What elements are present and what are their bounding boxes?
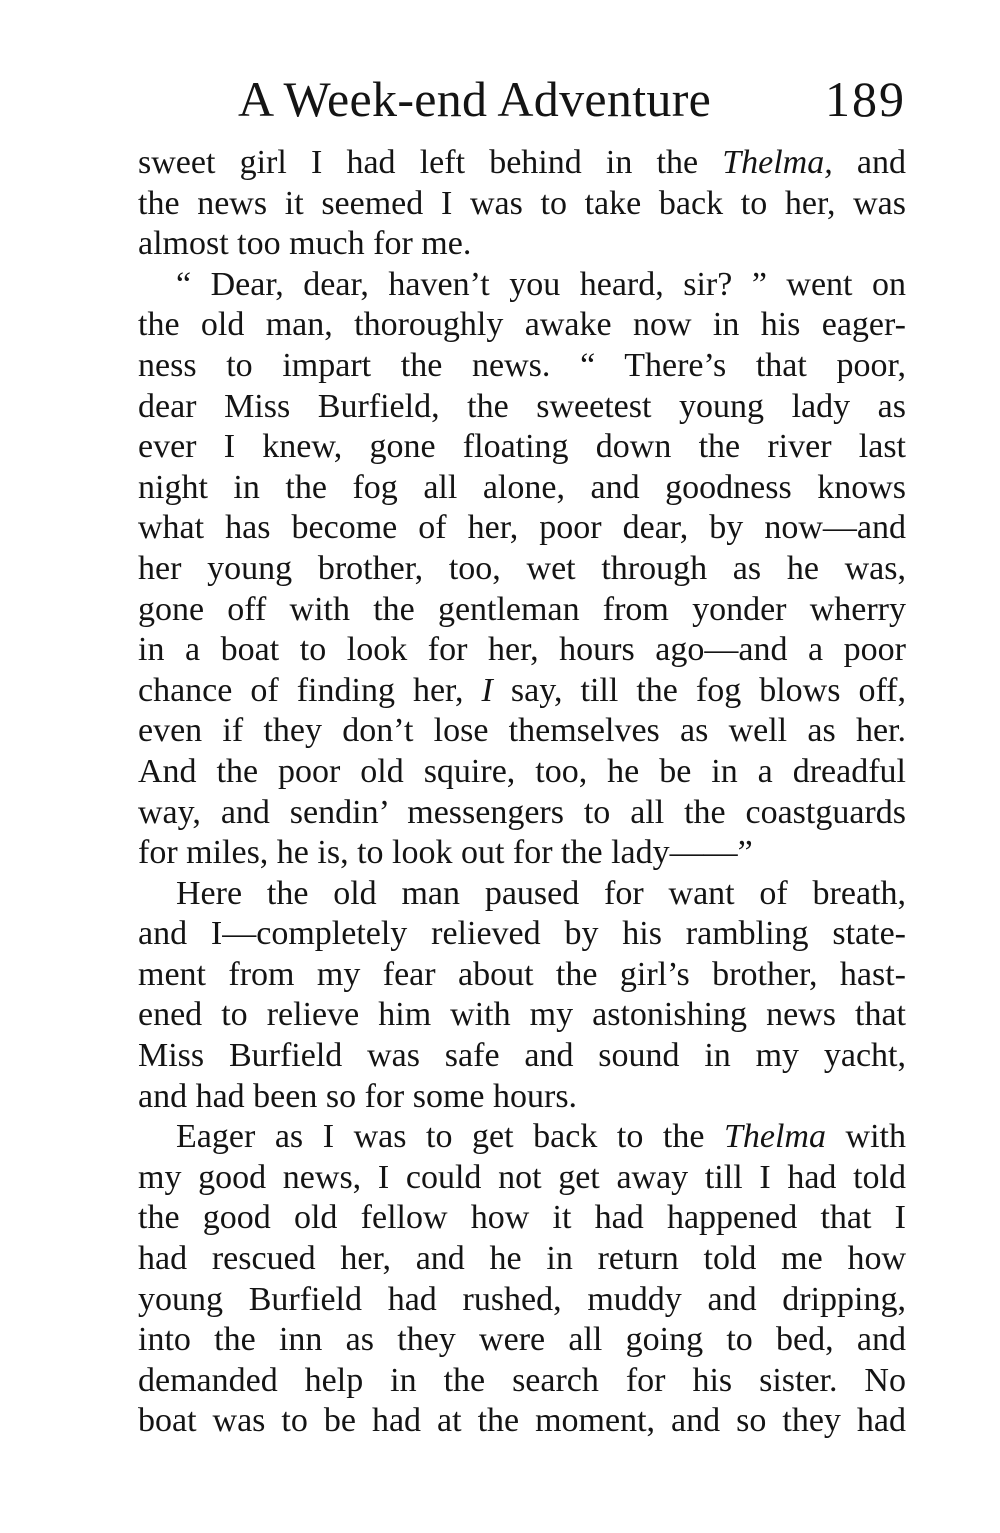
text-line-25: Eager as I was to get back to the Thelma with bbox=[176, 1118, 906, 1156]
text-line-31: demanded help in the search for his sister. No bbox=[138, 1361, 906, 1399]
text-line-8: ever I knew, gone floating down the river last bbox=[138, 428, 906, 466]
text-line-17: way, and sendin’ messengers to all the coastguards bbox=[138, 793, 906, 831]
text-line-32: boat was to be had at the moment, and so they had bbox=[138, 1402, 906, 1440]
text-line-5: the old man, thoroughly awake now in his eager- bbox=[138, 306, 906, 344]
text-line-27: the good old fellow how it had happened that I bbox=[138, 1199, 906, 1237]
text-line-16: And the poor old squire, too, he be in a dreadful bbox=[138, 752, 906, 790]
emphasis: I bbox=[481, 671, 493, 709]
text-line-28: had rescued her, and he in return told me how bbox=[138, 1240, 906, 1278]
text-line-2: the news it seemed I was to take back to her, was bbox=[138, 184, 906, 222]
text-line-6: ness to impart the news. “ There’s that poor, bbox=[138, 346, 906, 384]
text-line-10: what has become of her, poor dear, by now—and bbox=[138, 509, 906, 547]
text-line-26: my good news, I could not get away till I had told bbox=[138, 1158, 906, 1196]
page-number: 189 bbox=[825, 71, 906, 127]
ship-name: Thelma, bbox=[722, 144, 833, 181]
text-line-9: night in the fog all alone, and goodness knows bbox=[138, 468, 906, 506]
text-line-20: and I—completely relieved by his rambling state- bbox=[138, 915, 906, 953]
text-line-30: into the inn as they were all going to bed, and bbox=[138, 1321, 906, 1359]
text-line-18: for miles, he is, to look out for the lady——” bbox=[138, 834, 753, 872]
text-line-24: and had been so for some hours. bbox=[138, 1077, 578, 1115]
text-line-23: Miss Burfield was safe and sound in my yacht, bbox=[138, 1037, 906, 1075]
text-line-7: dear Miss Burfield, the sweetest young lady as bbox=[138, 387, 906, 425]
text-line-15: even if they don’t lose themselves as well as her. bbox=[138, 712, 906, 750]
ship-name: Thelma bbox=[723, 1118, 826, 1156]
text-line-13: in a boat to look for her, hours ago—and a poor bbox=[138, 631, 906, 669]
text-line-29: young Burfield had rushed, muddy and dripping, bbox=[138, 1280, 906, 1318]
text-line-12: gone off with the gentleman from yonder wherry bbox=[138, 590, 906, 628]
text-line-3: almost too much for me. bbox=[138, 225, 472, 263]
text-line-4: “ Dear, dear, haven’t you heard, sir? ” went on bbox=[176, 265, 906, 303]
running-header bbox=[238, 66, 906, 132]
text-line-19: Here the old man paused for want of breath, bbox=[176, 874, 906, 912]
text-line-11: her young brother, too, wet through as he was, bbox=[138, 549, 906, 587]
text-line-14: chance of finding her, I say, till the fog blows off, bbox=[138, 671, 906, 709]
text-line-22: ened to relieve him with my astonishing news that bbox=[138, 996, 906, 1034]
body-text bbox=[138, 143, 906, 1442]
running-title: A Week-end Adventure bbox=[238, 71, 712, 127]
text-line-1: sweet girl I had left behind in the Thelma, and bbox=[138, 144, 906, 181]
text-line-21: ment from my fear about the girl’s brother, hast- bbox=[138, 955, 906, 993]
